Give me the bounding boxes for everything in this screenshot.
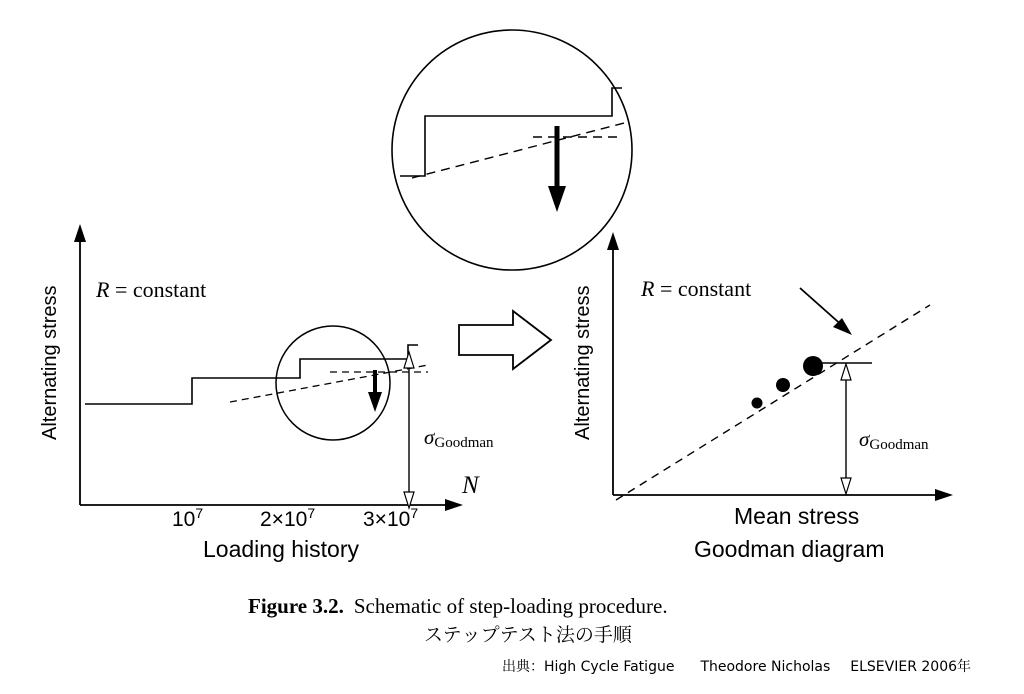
left-x-axis-arrowhead [445,499,463,511]
source-publisher: ELSEVIER 2006年 [850,659,972,675]
right-r-constant-label: R = constant [641,276,752,301]
right-y-axis-title: Alternating stress [572,285,594,440]
data-point-2 [776,378,790,392]
magnifier-circle-small [276,326,390,440]
figure-number: Figure 3.2. [248,594,344,618]
right-plot-title: Goodman diagram [694,536,885,562]
left-y-axis-title: Alternating stress [39,285,61,440]
sigma-goodman-measure-right [841,364,851,494]
failure-arrow-left [368,370,382,412]
source-title: 出典：High Cycle Fatigue [502,659,675,675]
left-tick-3: $3\times 10^7$ [363,505,419,531]
magnified-callout [392,30,632,270]
left-plot-title: Loading history [203,536,359,562]
figure-caption-text: Schematic of step-loading procedure. [353,594,668,618]
sigma-goodman-measure-left [404,352,414,508]
goodman-diagram-plot [607,232,953,501]
left-tick-2: $2\times 10^7$ [260,505,316,531]
left-x-axis-symbol: N [462,472,479,499]
step-loading-curve [85,345,418,404]
magnifier-circle-large [392,30,632,270]
right-x-axis-arrowhead [935,489,953,501]
loading-history-plot [74,224,463,511]
goodman-dashed-right [616,305,930,500]
figure-caption [248,594,668,618]
process-block-arrow [459,311,551,369]
right-y-axis-arrowhead [607,232,619,250]
left-y-axis-arrowhead [74,224,86,242]
data-point-1 [752,398,763,409]
pointer-arrow-right [800,288,852,335]
figure-caption-japanese: ステップテスト法の手順 [424,624,632,646]
left-tick-1: $10^7$ [172,505,204,531]
source-author: Theodore Nicholas [700,659,831,675]
right-x-axis-title: Mean stress [734,503,860,529]
left-sigma-goodman-label: σGoodman [424,425,494,451]
goodman-dashed-left [230,365,428,402]
right-sigma-goodman-label: σGoodman [859,427,929,453]
figure-source-line [502,658,971,675]
left-r-constant-label: R = constant [96,277,207,302]
data-point-3 [803,356,823,376]
